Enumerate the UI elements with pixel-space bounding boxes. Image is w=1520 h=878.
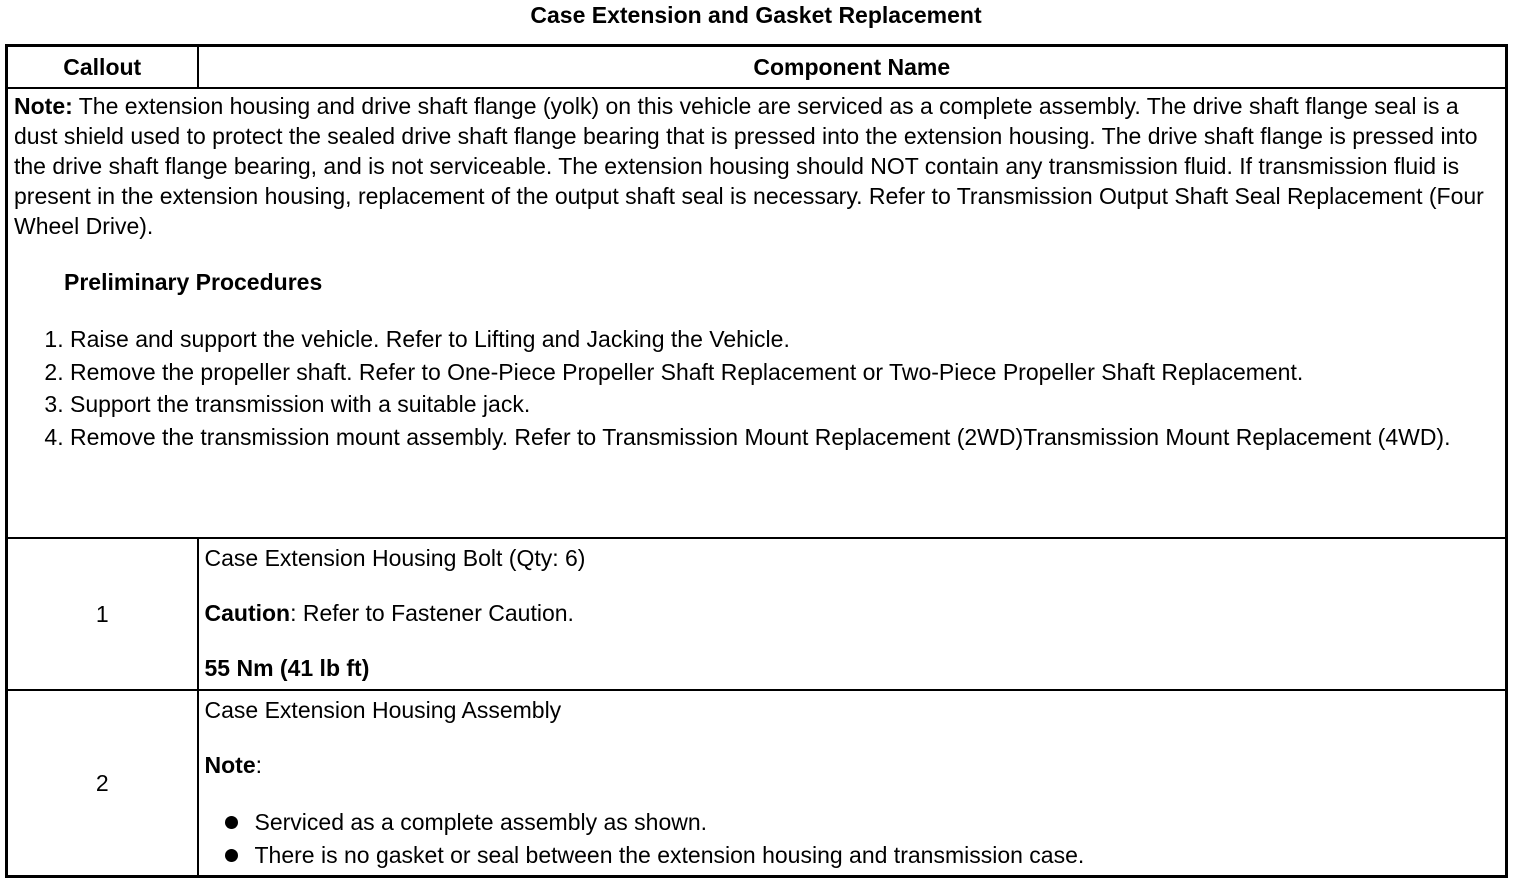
note-line — [205, 750, 1500, 780]
callout-number: 1 — [7, 538, 198, 690]
preliminary-steps — [14, 323, 1497, 453]
note-label: Note — [204, 752, 256, 778]
caution-line — [205, 598, 1500, 628]
bullet-text: Serviced as a complete assembly as shown. — [254, 809, 708, 835]
note-colon: : — [255, 752, 263, 778]
bullet-icon — [225, 849, 238, 862]
procedure-table — [5, 44, 1508, 878]
bullet-list — [205, 806, 1500, 871]
table-row — [7, 538, 1507, 690]
caution-label: Caution — [204, 600, 291, 626]
note-label: Note: — [14, 93, 73, 119]
step-item: 3. Support the transmission with a suitable jack. — [70, 388, 1497, 421]
component-cell — [198, 538, 1507, 690]
component-name: Case Extension Housing Assembly — [204, 697, 562, 723]
step-item: 1. Raise and support the vehicle. Refer to Lifting and Jacking the Vehicle. — [70, 323, 1497, 356]
step-item: 4. Remove the transmission mount assembly. Refer to Transmission Mount Replacement (2WD)Transmission Mount Replacement (4WD). — [70, 421, 1497, 454]
torque-spec: 55 Nm (41 lb ft) — [204, 655, 370, 681]
callout-header: Callout — [7, 46, 198, 89]
list-item — [225, 806, 1500, 839]
bullet-icon — [225, 816, 238, 829]
step-item: 2. Remove the propeller shaft. Refer to One-Piece Propeller Shaft Replacement or Two-Piece Propeller Shaft Replacement. — [70, 356, 1497, 389]
list-item — [225, 839, 1500, 872]
callout-number: 2 — [7, 690, 198, 877]
component-name: Case Extension Housing Bolt (Qty: 6) — [204, 545, 586, 571]
caution-text: : Refer to Fastener Caution. — [290, 600, 574, 626]
note-row — [7, 88, 1507, 538]
component-cell — [198, 690, 1507, 877]
table-row — [7, 690, 1507, 877]
note-cell — [7, 88, 1507, 538]
header-row — [7, 46, 1507, 89]
preliminary-heading: Preliminary Procedures — [64, 269, 323, 295]
note-paragraph — [14, 91, 1497, 241]
page-title: Case Extension and Gasket Replacement — [530, 2, 982, 28]
bullet-text: There is no gasket or seal between the extension housing and transmission case. — [254, 841, 1085, 868]
component-header: Component Name — [198, 46, 1507, 89]
note-text: The extension housing and drive shaft flange (yolk) on this vehicle are serviced as a complete assembly. The drive shaft flange seal is a dust shield used to protect the sealed drive shaft flange bearing that is pressed into the extension housing. The drive shaft flange is pressed into the drive shaft flange bearing, and is not serviceable. The extension housing should NOT contain any transmission fluid. If transmission fluid is present in the extension housing, replacement of the output shaft seal is necessary. Refer to Transmission Output Shaft Seal Replacement (Four Wheel Drive). — [14, 93, 1484, 239]
